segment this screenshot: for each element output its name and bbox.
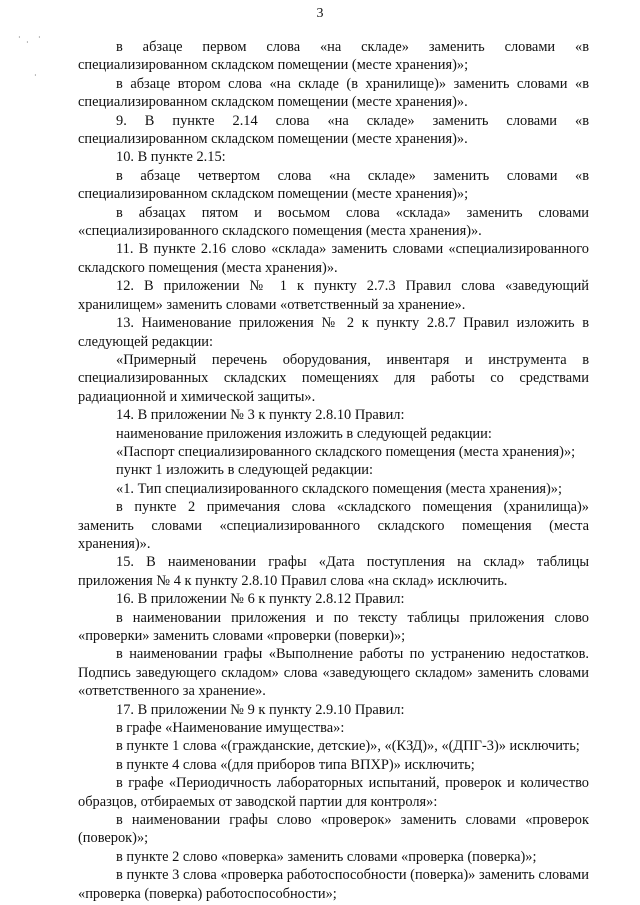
page-number: 3 bbox=[316, 6, 324, 21]
paragraph: пункт 1 изложить в следующей редакции: bbox=[116, 462, 373, 479]
paragraph: 11. В пункте 2.16 слово «склада» заменить словами «специализированного складского помещения (места хранения)». bbox=[78, 241, 589, 276]
paragraph: 13. Наименование приложения № 2 к пункту 2.8.7 Правил изложить в следующей редакции: bbox=[78, 315, 589, 350]
document-body bbox=[78, 38, 589, 903]
paragraph: 12. В приложении № 1 к пункту 2.7.3 Правил слова «заведующий хранилищем» заменить словами «ответственный за хранение». bbox=[78, 278, 589, 313]
scan-speck: · bbox=[26, 38, 29, 47]
scan-speck: · bbox=[38, 33, 41, 42]
paragraph: в пункте 2 слово «поверка» заменить словами «проверка (поверка)»; bbox=[116, 848, 537, 865]
paragraph: в пункте 1 слова «(гражданские, детские)», «(КЗД)», «(ДПГ-3)» исключить; bbox=[116, 738, 580, 755]
paragraph: 10. В пункте 2.15: bbox=[116, 149, 226, 166]
paragraph: в графе «Периодичность лабораторных испытаний, проверок и количество образцов, отбираемых от заводской партии для контроля»: bbox=[78, 775, 589, 810]
scan-speck: · bbox=[18, 33, 21, 42]
paragraph: в абзаце втором слова «на складе (в хранилище)» заменить словами «в специализированном складском помещении (месте хранения)». bbox=[78, 75, 589, 111]
paragraph: в абзацах пятом и восьмом слова «склада» заменить словами «специализированного складского помещения (места хранения)». bbox=[78, 204, 589, 240]
paragraph: 17. В приложении № 9 к пункту 2.9.10 Правил: bbox=[116, 701, 405, 718]
paragraph: «Паспорт специализированного складского помещения (места хранения)»; bbox=[116, 443, 576, 460]
paragraph: в наименовании графы слово «проверок» заменить словами «проверок (поверок)»; bbox=[78, 812, 589, 847]
paragraph: в пункте 2 примечания слова «складского помещения (хранилища)» заменить словами «специализированного складского помещения (места хранения)». bbox=[78, 499, 589, 552]
paragraph: в абзаце четвертом слова «на складе» заменить словами «в специализированном складском помещении (месте хранения)»; bbox=[78, 167, 589, 203]
paragraph: 16. В приложении № 6 к пункту 2.8.12 Правил: bbox=[116, 591, 405, 608]
paragraph: 14. В приложении № 3 к пункту 2.8.10 Правил: bbox=[116, 407, 405, 424]
paragraph: наименование приложения изложить в следующей редакции: bbox=[116, 425, 492, 442]
paragraph: 15. В наименовании графы «Дата поступления на склад» таблицы приложения № 4 к пункту 2.8.10 Правил слова «на склад» исключить. bbox=[78, 554, 589, 589]
paragraph: «Примерный перечень оборудования, инвентаря и инструмента в специализированных складских помещениях для работы со средствами радиационной и химической защиты». bbox=[78, 351, 589, 405]
paragraph: в пункте 3 слова «проверка работоспособности (поверка)» заменить словами «проверка (поверка) работоспособности»; bbox=[78, 867, 589, 902]
paragraph: «1. Тип специализированного складского помещения (места хранения)»; bbox=[116, 480, 563, 497]
paragraph: в графе «Наименование имущества»: bbox=[116, 720, 345, 737]
paragraph: в пункте 4 слова «(для приборов типа ВПХР)» исключить; bbox=[116, 756, 475, 773]
paragraph: в наименовании графы «Выполнение работы по устранению недостатков. Подпись заведующего складом» слова «заведующего складом» заменить словами «ответственного за хранение». bbox=[78, 646, 589, 700]
scan-speck: · bbox=[34, 71, 37, 80]
paragraph: в абзаце первом слова «на складе» заменить словами «в специализированном складском помещении (месте хранения)»; bbox=[78, 39, 589, 74]
paragraph: 9. В пункте 2.14 слова «на складе» заменить словами «в специализированном складском помещении (месте хранения)». bbox=[78, 112, 589, 148]
paragraph: в наименовании приложения и по тексту таблицы приложения слово «проверки» заменить словами «проверки (поверки)»; bbox=[78, 609, 589, 644]
